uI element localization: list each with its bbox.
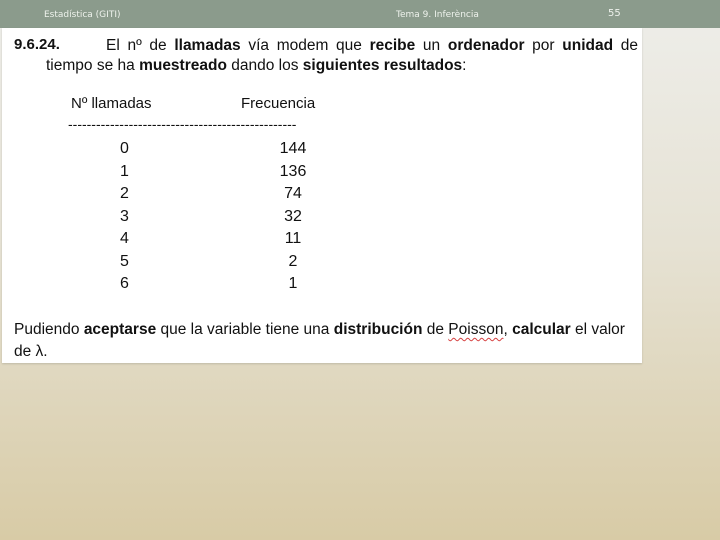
calls-value: 3: [120, 208, 129, 225]
question-text-6: ,: [503, 321, 513, 338]
table-row: [2, 230, 402, 252]
table-row: [2, 185, 402, 207]
frequency-value: 2: [288, 253, 298, 270]
table-row: [2, 253, 402, 275]
intro-text-4: un: [415, 37, 448, 54]
column-header-frequency: Frecuencia: [241, 95, 316, 112]
intro-text-13: resultados: [383, 57, 463, 74]
intro-text-8: de tiempo se ha: [46, 37, 638, 74]
table-row: [2, 163, 402, 185]
frequency-value: 74: [284, 185, 302, 202]
calls-value: 6: [120, 275, 129, 292]
calls-value: 4: [120, 230, 129, 247]
course-title: Estadística (GITI): [44, 10, 121, 20]
slide-content: [2, 28, 642, 363]
intro-text-2: vía modem que: [240, 37, 370, 54]
calls-value: 1: [120, 163, 129, 180]
intro-text-5: ordenador: [447, 37, 525, 54]
slide-header-bar: [0, 0, 720, 28]
intro-text-1: llamadas: [174, 37, 241, 54]
topic-title: Tema 9. Inferència: [396, 10, 479, 20]
table-divider: -------------------------------------------------: [68, 116, 297, 132]
table-row: [2, 275, 402, 297]
question-text-4: de: [422, 321, 449, 338]
intro-text-9: muestreado: [139, 57, 227, 74]
intro-text-10: dando los: [226, 57, 303, 74]
frequency-value: 32: [284, 208, 302, 225]
page-number: 55: [608, 8, 621, 19]
table-row: [2, 140, 402, 162]
frequency-value: 1: [288, 275, 298, 292]
question-text: [14, 319, 636, 363]
calls-value: 5: [120, 253, 129, 270]
calls-value: 2: [120, 185, 129, 202]
question-text-1: aceptarse: [83, 321, 157, 338]
problem-statement: [46, 36, 638, 76]
question-text-8: el valor de λ.: [14, 321, 625, 360]
intro-text-3: recibe: [369, 37, 416, 54]
question-text-7: calcular: [512, 321, 571, 338]
question-text-5: Poisson: [448, 321, 504, 338]
frequency-value: 144: [279, 140, 307, 157]
intro-text-6: por: [524, 37, 563, 54]
intro-text-14: :: [462, 57, 467, 74]
frequency-value: 136: [279, 163, 307, 180]
question-text-3: distribución: [333, 321, 423, 338]
table-row: [2, 208, 402, 230]
calls-value: 0: [120, 140, 129, 157]
intro-text-11: siguientes: [302, 57, 380, 74]
column-header-calls: Nº llamadas: [71, 95, 152, 112]
intro-text-7: unidad: [562, 37, 614, 54]
intro-text-0: El nº de: [106, 37, 175, 54]
question-text-2: que la variable tiene una: [156, 321, 334, 338]
frequency-value: 11: [284, 230, 302, 247]
question-text-0: Pudiendo: [14, 321, 84, 338]
problem-number: 9.6.24.: [14, 36, 60, 53]
